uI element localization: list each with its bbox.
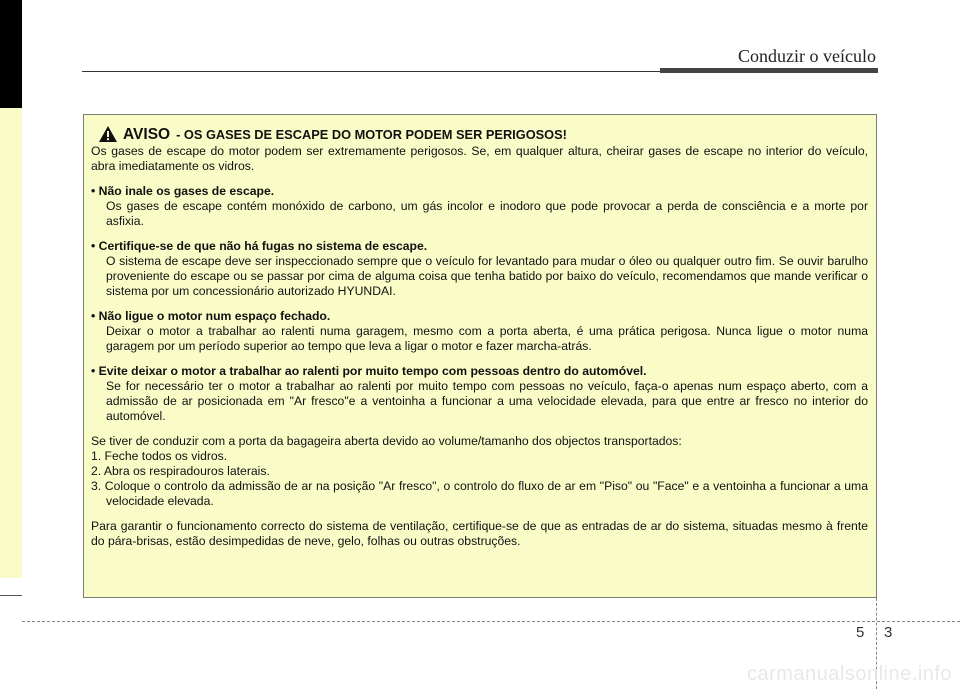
header-rule bbox=[82, 71, 660, 72]
page-section-number: 5 bbox=[856, 624, 865, 641]
steps-intro: Se tiver de conduzir com a porta da bagageira aberta devido ao volume/tamanho dos objectos transportados: bbox=[91, 434, 682, 448]
bullet-body: O sistema de escape deve ser inspeccionado sempre que o veículo for levantado para mudar o óleo ou qualquer outro fim. Se ouvir barulho proveniente do escape ou se passar por cima de alguma coisa que tenha batido por baixo do veículo, recomendamos que mande verificar o sistema por um concessionário autorizado HYUNDAI. bbox=[106, 254, 868, 298]
step-item: 3. Coloque o controlo da admissão de ar na posição "Ar fresco", o controlo do fluxo de ar em "Piso" ou "Face" e a ventoinha a funcionar a uma velocidade elevada. bbox=[91, 479, 868, 508]
warning-label: AVISO bbox=[123, 125, 171, 143]
closing-paragraph: Para garantir o funcionamento correcto do sistema de ventilação, certifique-se de que as entradas de ar do sistema, situadas mesmo à frente do pára-brisas, estão desimpedidas de neve, gelo, folhas ou outras obstruções. bbox=[91, 519, 868, 548]
bullet-item bbox=[91, 309, 868, 354]
warning-triangle-icon bbox=[98, 125, 118, 143]
bullet-heading: • Certifique-se de que não há fugas no sistema de escape. bbox=[91, 239, 428, 253]
bullet-item bbox=[91, 364, 868, 424]
page-header-title: Conduzir o veículo bbox=[738, 46, 876, 66]
footer-dashed-rule bbox=[22, 621, 960, 622]
warning-title: - OS GASES DE ESCAPE DO MOTOR PODEM SER PERIGOSOS! bbox=[176, 126, 567, 142]
bullet-heading: • Evite deixar o motor a trabalhar ao ralenti por muito tempo com pessoas dentro do automóvel. bbox=[91, 364, 647, 378]
side-tab-yellow bbox=[0, 108, 22, 578]
step-item: 2. Abra os respiradouros laterais. bbox=[91, 464, 270, 478]
side-tab-black bbox=[0, 0, 22, 108]
side-divider bbox=[0, 595, 22, 596]
bullet-item bbox=[91, 184, 868, 229]
bullet-heading: • Não ligue o motor num espaço fechado. bbox=[91, 309, 331, 323]
warning-box bbox=[83, 114, 877, 598]
page-number: 3 bbox=[884, 624, 893, 641]
bullet-heading: • Não inale os gases de escape. bbox=[91, 184, 275, 198]
warning-intro: Os gases de escape do motor podem ser extremamente perigosos. Se, em qualquer altura, cheirar gases de escape no interior do veículo, abra imediatamente os vidros. bbox=[91, 144, 868, 173]
bullet-body: Se for necessário ter o motor a trabalhar ao ralenti por muito tempo com pessoas no veículo, faça-o apenas num espaço aberto, com a admissão de ar posicionada em "Ar fresco"e a ventoinha a funcionar a uma velocidade elevada, para que entre ar fresco no interior do automóvel. bbox=[106, 379, 868, 423]
warning-heading bbox=[91, 125, 868, 143]
watermark-text: carmanualsonline.info bbox=[746, 663, 952, 685]
header-rule-accent bbox=[660, 68, 878, 73]
bullet-body: Os gases de escape contém monóxido de carbono, um gás incolor e inodoro que pode provocar a perda de consciência e a morte por asfixia. bbox=[106, 199, 868, 228]
step-item: 1. Feche todos os vidros. bbox=[91, 449, 228, 463]
bullet-body: Deixar o motor a trabalhar ao ralenti numa garagem, mesmo com a porta aberta, é uma prática perigosa. Nunca ligue o motor numa garagem por um período superior ao tempo que leva a ligar o motor e fazer marcha-atrás. bbox=[106, 324, 868, 353]
bullet-item bbox=[91, 239, 868, 299]
